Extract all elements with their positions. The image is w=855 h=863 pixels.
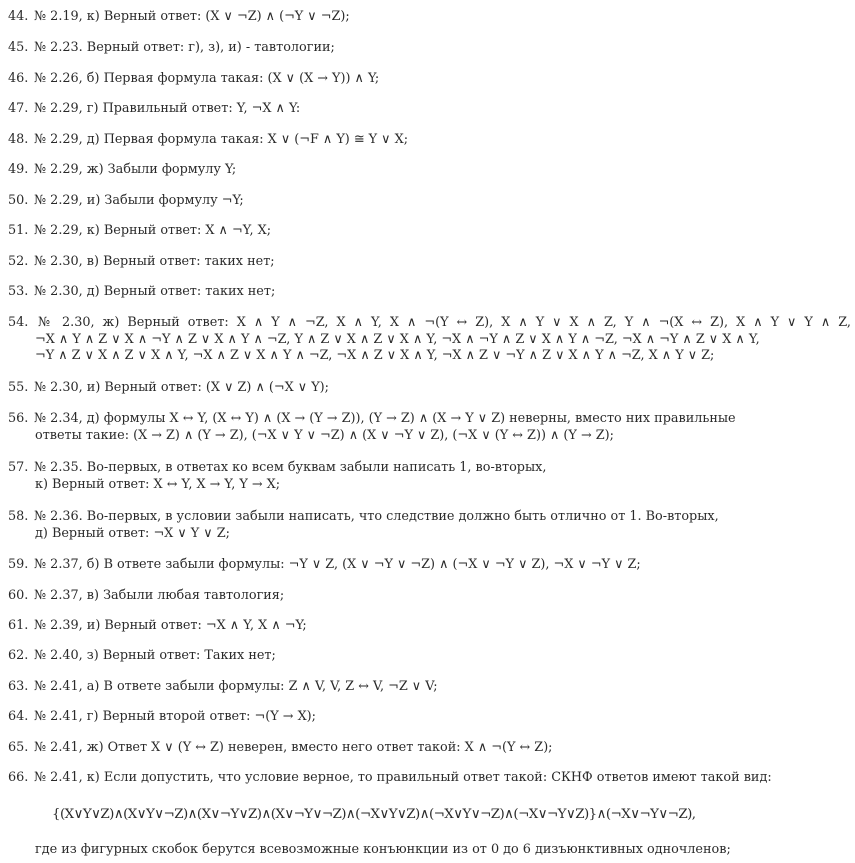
entry-text: № 2.30, в) Верный ответ: таких нет; [34, 254, 275, 269]
entry-number: 63. [8, 679, 29, 694]
entry-text: № 2.29, г) Правильный ответ: Y, ¬X ∧ Y: [34, 101, 301, 116]
entry-text: № 2.23. Верный ответ: г), з), и) - тавтологии; [34, 40, 335, 55]
display-formula: {(X∨Y∨Z)∧(X∨Y∨¬Z)∧(X∨¬Y∨Z)∧(X∨¬Y∨¬Z)∧(¬X∨Y∨Z)∧(¬X∨Y∨¬Z)∧(¬X∨¬Y∨Z)}∧(¬X∨¬Y∨¬Z), [52, 807, 696, 822]
entry-text: № 2.41, г) Верный второй ответ: ¬(Y → X); [34, 709, 316, 724]
entry-number: 52. [8, 254, 29, 269]
entry-text: № 2.26, б) Первая формула такая: (X ∨ (X → Y)) ∧ Y; [34, 71, 380, 86]
entry-line: к) Верный ответ: X ↔ Y, X → Y, Y → X; [35, 476, 281, 492]
entry-62 [8, 648, 851, 665]
entry-56 [8, 411, 851, 444]
entry-number: 64. [8, 709, 29, 724]
entry-text: № 2.40, з) Верный ответ: Таких нет; [34, 648, 276, 663]
entry-number: 53. [8, 284, 29, 299]
entry-63 [8, 679, 851, 696]
entry-52 [8, 254, 851, 271]
entry-50 [8, 193, 851, 210]
entry-number: 44. [8, 9, 29, 24]
entry-number: 48. [8, 132, 29, 147]
entry-line: ¬Y ∧ Z ∨ X ∧ Z ∨ X ∧ Y, ¬X ∧ Z ∨ X ∧ Y ∧ ¬Z, ¬X ∧ Z ∨ X ∧ Y, ¬X ∧ Z ∨ ¬Y ∧ Z ∨ X ∧ Y ∧ ¬Z, X ∧ Y ∨ Z; [35, 348, 715, 363]
entry-66 [8, 770, 851, 787]
entry-line [8, 315, 851, 332]
entry-number: 66. [8, 770, 29, 785]
entry-45 [8, 40, 851, 57]
entry-number: 57. [8, 460, 29, 475]
entry-number: 49. [8, 162, 29, 177]
entry-55 [8, 380, 851, 397]
entry-number: 61. [8, 618, 29, 633]
entry-text: № 2.36. Во-первых, в условии забыли написать, что следствие должно быть отлично от 1. Во-вторых, [34, 509, 719, 524]
entry-54 [8, 315, 851, 365]
entry-text: № 2.41, к) Если допустить, что условие верное, то правильный ответ такой: СКНФ ответов имеют такой вид: [34, 770, 772, 785]
entry-49 [8, 162, 851, 179]
entry-text: № 2.41, ж) Ответ X ∨ (Y ↔ Z) неверен, вместо него ответ такой: X ∧ ¬(Y ↔ Z); [34, 740, 553, 755]
entry-text: № 2.29, д) Первая формула такая: X ∨ (¬F ∧ Y) ≅ Y ∨ X; [34, 132, 409, 147]
entry-59 [8, 557, 851, 574]
entry-48 [8, 132, 851, 149]
entry-text: № 2.30, и) Верный ответ: (X ∨ Z) ∧ (¬X ∨ Y); [34, 380, 329, 395]
entry-text: № 2.39, и) Верный ответ: ¬X ∧ Y, X ∧ ¬Y; [34, 618, 307, 633]
entry-line: ответы такие: (X → Z) ∧ (Y → Z), (¬X ∨ Y ∨ ¬Z) ∧ (X ∨ ¬Y ∨ Z), (¬X ∨ (Y ↔ Z)) ∧ (Y → Z); [35, 427, 614, 443]
entry-number: 56. [8, 411, 29, 426]
entry-number: 50. [8, 193, 29, 208]
entry-line: д) Верный ответ: ¬X ∨ Y ∨ Z; [35, 525, 230, 541]
entry-text: № 2.29, к) Верный ответ: X ∧ ¬Y, X; [34, 223, 272, 238]
entry-line [8, 411, 851, 428]
entry-58 [8, 509, 851, 542]
entry-text: № 2.19, к) Верный ответ: (X ∨ ¬Z) ∧ (¬Y ∨ ¬Z); [34, 9, 350, 24]
entry-57 [8, 460, 851, 493]
formula-explanation: где из фигурных скобок берутся всевозможные конъюнкции из от 0 до 6 дизъюнктивных одночленов; [35, 842, 731, 857]
entry-number: 55. [8, 380, 29, 395]
entry-line [8, 460, 851, 477]
entry-number: 60. [8, 588, 29, 603]
entry-line [8, 509, 851, 526]
entry-line: ¬X ∧ Y ∧ Z ∨ X ∧ ¬Y ∧ Z ∨ X ∧ Y ∧ ¬Z, Y ∧ Z ∨ X ∧ Z ∨ X ∧ Y, ¬X ∧ ¬Y ∧ Z ∨ X ∧ Y ∧ ¬Z, ¬X ∧ ¬Y ∧ Z ∨ X ∧ Y, [35, 331, 760, 347]
entry-number: 46. [8, 71, 29, 86]
entry-text: № 2.29, ж) Забыли формулу Y; [34, 162, 237, 177]
entry-number: 54. [8, 315, 29, 330]
entry-number: 47. [8, 101, 29, 116]
entry-51 [8, 223, 851, 240]
entry-text: № 2.41, а) В ответе забыли формулы: Z ∧ V, V, Z ↔ V, ¬Z ∨ V; [34, 679, 438, 694]
entry-53 [8, 284, 851, 301]
entry-text: № 2.37, б) В ответе забыли формулы: ¬Y ∨ Z, (X ∨ ¬Y ∨ ¬Z) ∧ (¬X ∨ ¬Y ∨ Z), ¬X ∨ ¬Y ∨ Z; [34, 557, 641, 572]
entry-number: 65. [8, 740, 29, 755]
entry-60 [8, 588, 851, 605]
entry-number: 62. [8, 648, 29, 663]
entry-text: № 2.30, ж) Верный ответ: X ∧ Y ∧ ¬Z, X ∧ Y, X ∧ ¬(Y ↔ Z), X ∧ Y ∨ X ∧ Z, Y ∧ ¬(X ↔ Z), X ∧ Y ∨ Y ∧ Z, [34, 315, 851, 330]
entry-61 [8, 618, 851, 635]
entry-text: № 2.34, д) формулы X ↔ Y, (X ↔ Y) ∧ (X → (Y → Z)), (Y → Z) ∧ (X → Y ∨ Z) неверны, вместо них правильные [34, 411, 736, 426]
entry-text: № 2.35. Во-первых, в ответах ко всем буквам забыли написать 1, во-вторых, [34, 460, 547, 475]
entry-text: № 2.29, и) Забыли формулу ¬Y; [34, 193, 244, 208]
entry-number: 51. [8, 223, 29, 238]
entry-46 [8, 71, 851, 88]
entry-44 [8, 9, 851, 26]
entry-64 [8, 709, 851, 726]
entry-number: 58. [8, 509, 29, 524]
entry-text: № 2.37, в) Забыли любая тавтология; [34, 588, 285, 603]
entry-number: 45. [8, 40, 29, 55]
entry-65 [8, 740, 851, 757]
entry-number: 59. [8, 557, 29, 572]
entry-text: № 2.30, д) Верный ответ: таких нет; [34, 284, 276, 299]
entry-47 [8, 101, 851, 118]
